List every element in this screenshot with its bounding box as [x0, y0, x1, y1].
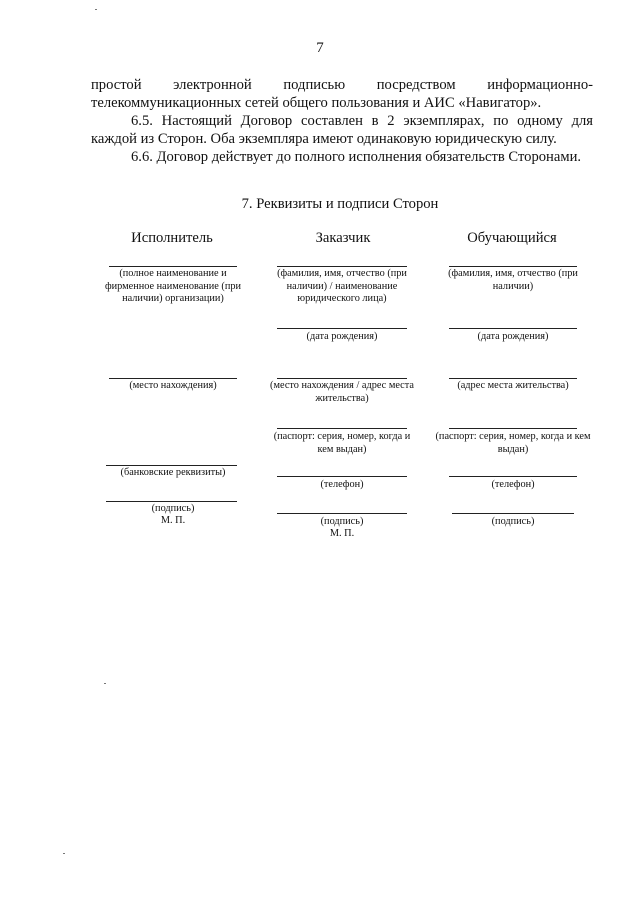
- student-address-line[interactable]: [449, 378, 577, 379]
- customer-passport-caption: (паспорт: серия, номер, когда и кем выдан): [273, 431, 411, 455]
- customer-birth-caption: (дата рождения): [306, 331, 378, 342]
- student-name-caption: (фамилия, имя, отчество (при наличии): [448, 268, 578, 292]
- executor-address-caption: (место нахождения): [129, 380, 217, 391]
- customer-birth-line[interactable]: [277, 328, 407, 329]
- customer-phone-caption: (телефон): [320, 479, 364, 490]
- student-passport-caption: (паспорт: серия, номер, когда и кем выдан): [435, 431, 591, 455]
- customer-name-caption: (фамилия, имя, отчество (при наличии) / наименование юридического лица): [277, 268, 407, 304]
- customer-phone-line[interactable]: [277, 476, 407, 477]
- student-phone-line[interactable]: [449, 476, 577, 477]
- customer-signature-caption: (подпись): [320, 516, 364, 527]
- paragraph-line: телекоммуникационных сетей общего пользования и АИС «Навигатор».: [91, 95, 542, 111]
- customer-signature-line[interactable]: [277, 513, 407, 514]
- student-passport-line[interactable]: [449, 428, 577, 429]
- student-signature-caption: (подпись): [491, 516, 535, 527]
- scan-speck: [63, 853, 65, 854]
- customer-address-caption: (место нахождения / адрес места жительства): [270, 380, 414, 404]
- student-name-line[interactable]: [449, 266, 577, 267]
- customer-name-line[interactable]: [277, 266, 407, 267]
- executor-bank-line[interactable]: [106, 465, 237, 466]
- customer-address-line[interactable]: [277, 378, 407, 379]
- executor-name-caption: (полное наименование и фирменное наименование (при наличии) организации): [104, 268, 242, 304]
- clause-6-5: 6.5. Настоящий Договор составлен в 2 экземплярах, по одному для каждой из Сторон. Оба экземпляра имеют одинаковую юридическую силу.: [91, 113, 593, 147]
- section-title: 7. Реквизиты и подписи Сторон: [241, 196, 439, 212]
- page-number: 7: [316, 40, 324, 56]
- executor-signature-caption: (подпись): [151, 503, 195, 514]
- customer-stamp: М. П.: [329, 528, 355, 539]
- student-signature-line[interactable]: [452, 513, 574, 514]
- student-address-caption: (адрес места жительства): [457, 380, 569, 391]
- student-phone-caption: (телефон): [491, 479, 535, 490]
- student-birth-caption: (дата рождения): [477, 331, 549, 342]
- executor-name-line[interactable]: [109, 266, 237, 267]
- paragraph-line: простой электронной подписью посредством информационно-: [91, 77, 593, 93]
- executor-address-line[interactable]: [109, 378, 237, 379]
- customer-passport-line[interactable]: [277, 428, 407, 429]
- customer-heading: Заказчик: [315, 230, 371, 246]
- clause-6-6: 6.6. Договор действует до полного исполнения обязательств Сторонами.: [131, 149, 582, 165]
- executor-stamp: М. П.: [160, 515, 186, 526]
- student-birth-line[interactable]: [449, 328, 577, 329]
- executor-heading: Исполнитель: [131, 230, 213, 246]
- student-heading: Обучающийся: [467, 230, 557, 246]
- scan-speck: [104, 683, 106, 684]
- scan-speck: [95, 9, 97, 10]
- executor-bank-caption: (банковские реквизиты): [120, 467, 226, 478]
- contract-text: [91, 76, 593, 166]
- executor-signature-line[interactable]: [106, 501, 237, 502]
